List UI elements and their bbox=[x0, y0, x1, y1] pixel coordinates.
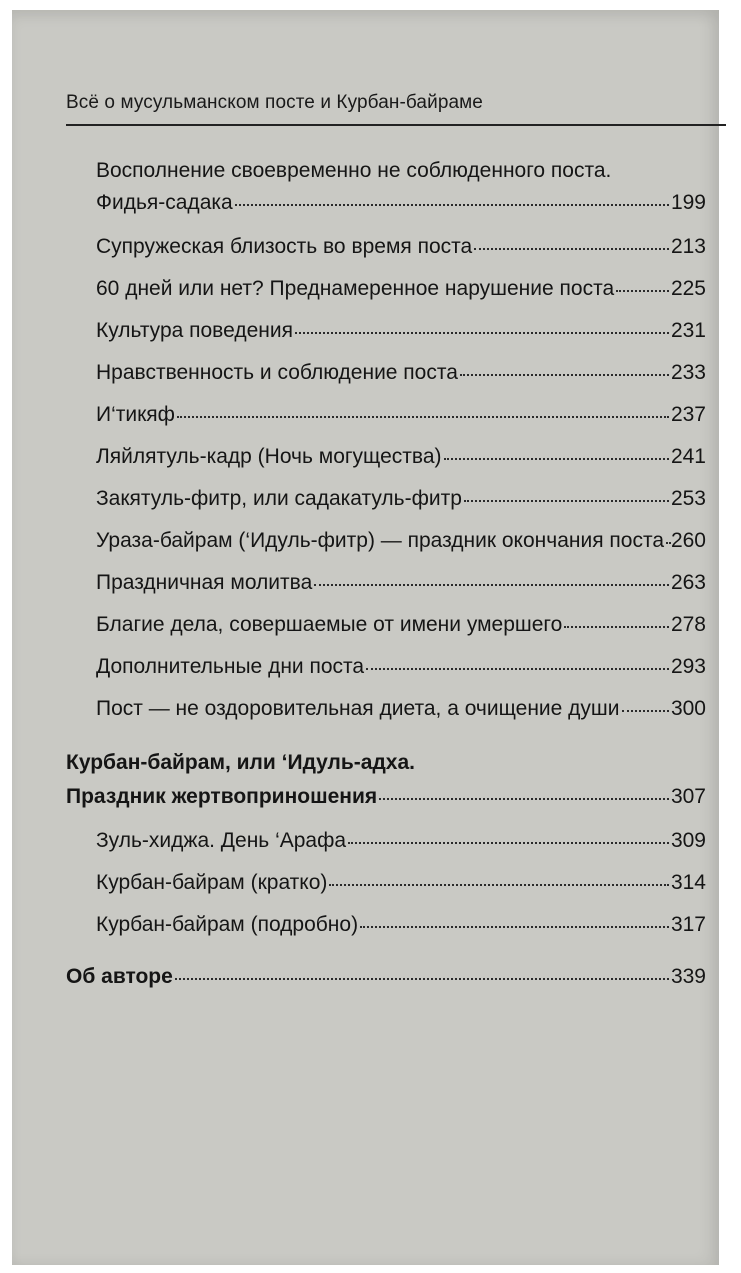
toc-entry-title: И‘тикяф bbox=[96, 403, 175, 426]
leader-dots bbox=[616, 289, 669, 292]
toc-entry-page: 233 bbox=[670, 361, 706, 384]
toc-entry bbox=[96, 654, 706, 680]
toc-entry-page: 253 bbox=[670, 487, 706, 510]
toc-entry bbox=[96, 190, 706, 216]
toc-entry-title: Фидья-садака bbox=[96, 191, 233, 214]
toc-entry-title: Курбан-байрам (кратко) bbox=[96, 871, 328, 894]
table-of-contents bbox=[12, 10, 719, 1265]
toc-entry-title: 60 дней или нет? Преднамеренное нарушение поста bbox=[96, 277, 615, 300]
toc-entry-page: 263 bbox=[670, 571, 706, 594]
toc-entry-title: Благие дела, совершаемые от имени умершего bbox=[96, 613, 563, 636]
toc-entry bbox=[96, 828, 706, 854]
toc-entry-page: 237 bbox=[670, 403, 706, 426]
leader-dots bbox=[329, 883, 669, 886]
toc-entry bbox=[96, 528, 706, 554]
toc-entry-page: 241 bbox=[670, 445, 706, 468]
toc-entry bbox=[96, 570, 706, 596]
leader-dots bbox=[175, 977, 669, 980]
leader-dots bbox=[666, 541, 669, 544]
leader-dots bbox=[379, 797, 669, 800]
leader-dots bbox=[464, 499, 669, 502]
leader-dots bbox=[366, 667, 669, 670]
toc-entry bbox=[96, 870, 706, 896]
toc-entry-title: Супружеская близость во время поста bbox=[96, 235, 473, 258]
leader-dots bbox=[177, 415, 669, 418]
toc-entry-title: Ураза-байрам (‘Идуль-фитр) — праздник окончания поста bbox=[96, 529, 665, 552]
toc-entry bbox=[96, 912, 706, 938]
leader-dots bbox=[622, 709, 669, 712]
toc-entry bbox=[96, 696, 706, 722]
toc-section bbox=[66, 784, 706, 810]
toc-entry-title: Курбан-байрам (подробно) bbox=[96, 913, 359, 936]
leader-dots bbox=[444, 457, 669, 460]
toc-entry bbox=[96, 444, 706, 470]
leader-dots bbox=[360, 925, 669, 928]
toc-entry bbox=[96, 486, 706, 512]
toc-entry-title: Ляйлятуль-кадр (Ночь могущества) bbox=[96, 445, 442, 468]
toc-section-page: 307 bbox=[670, 785, 706, 808]
toc-entry bbox=[96, 234, 706, 260]
toc-entry-page: 225 bbox=[670, 277, 706, 300]
toc-entry bbox=[96, 402, 706, 428]
leader-dots bbox=[235, 203, 669, 206]
toc-entry-title-line: Восполнение своевременно не соблюденного поста. bbox=[96, 159, 612, 182]
leader-dots bbox=[564, 625, 669, 628]
toc-entry-page: 317 bbox=[670, 913, 706, 936]
toc-entry-page: 199 bbox=[670, 191, 706, 214]
toc-section bbox=[66, 964, 706, 990]
toc-entry bbox=[96, 318, 706, 344]
toc-section-title: Праздник жертвоприношения bbox=[66, 785, 378, 808]
toc-section-title-line: Курбан-байрам, или ‘Идуль-адха. bbox=[66, 751, 416, 774]
toc-section-page: 339 bbox=[670, 965, 706, 988]
running-head: Всё о мусульманском посте и Курбан-байраме bbox=[66, 92, 483, 113]
toc-entry-page: 231 bbox=[670, 319, 706, 342]
leader-dots bbox=[460, 373, 669, 376]
toc-entry-page: 300 bbox=[670, 697, 706, 720]
toc-section-title: Об авторе bbox=[66, 965, 173, 988]
toc-entry-page: 293 bbox=[670, 655, 706, 678]
toc-entry-title: Закятуль-фитр, или садакатуль-фитр bbox=[96, 487, 462, 510]
leader-dots bbox=[295, 331, 669, 334]
toc-entry-title: Культура поведения bbox=[96, 319, 293, 342]
toc-entry-page: 213 bbox=[670, 235, 706, 258]
toc-entry-title: Нравственность и соблюдение поста bbox=[96, 361, 458, 384]
toc-entry-page: 309 bbox=[670, 829, 706, 852]
toc-entry bbox=[96, 276, 706, 302]
toc-entry-page: 278 bbox=[670, 613, 706, 636]
leader-dots bbox=[474, 247, 669, 250]
book-page bbox=[12, 10, 719, 1265]
leader-dots bbox=[348, 841, 669, 844]
toc-entry-page: 260 bbox=[670, 529, 706, 552]
toc-entry-title: Зуль-хиджа. День ‘Арафа bbox=[96, 829, 347, 852]
toc-entry-title: Дополнительные дни поста bbox=[96, 655, 365, 678]
toc-entry-title: Пост — не оздоровительная диета, а очищение души bbox=[96, 697, 620, 720]
toc-entry bbox=[96, 612, 706, 638]
toc-entry bbox=[96, 360, 706, 386]
toc-entry-title: Праздничная молитва bbox=[96, 571, 313, 594]
toc-entry-page: 314 bbox=[670, 871, 706, 894]
leader-dots bbox=[314, 583, 669, 586]
